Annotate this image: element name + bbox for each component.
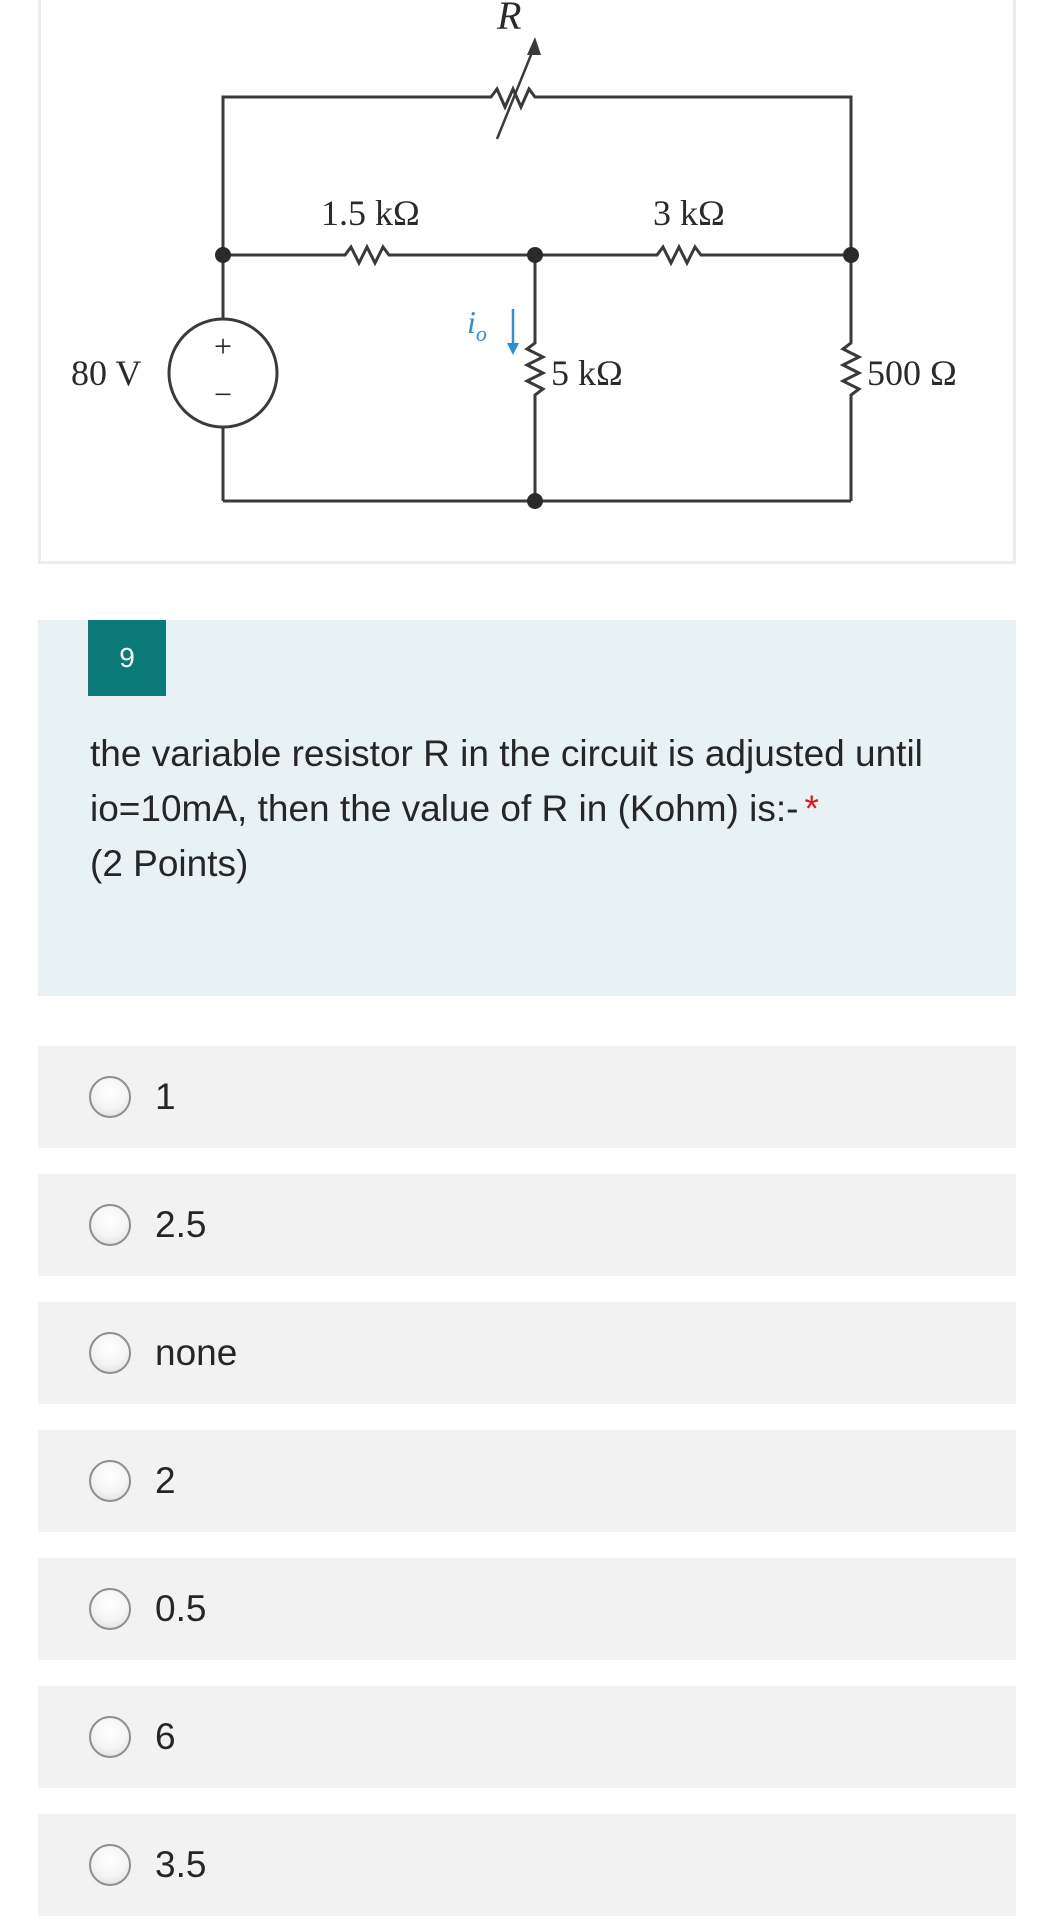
radio-button[interactable] bbox=[89, 1588, 131, 1630]
question-text-block bbox=[90, 726, 950, 891]
option-label: 3.5 bbox=[155, 1844, 207, 1885]
label-io: $i_o$ bbox=[467, 304, 487, 346]
radio-button[interactable] bbox=[89, 1332, 131, 1374]
variable-resistor-arrow bbox=[497, 37, 541, 139]
label-r: R bbox=[497, 0, 522, 38]
circuit-nodes bbox=[215, 247, 859, 509]
circuit-figure bbox=[38, 0, 1016, 564]
option-label: 1 bbox=[155, 1076, 176, 1117]
option-label: none bbox=[155, 1332, 238, 1373]
radio-button[interactable] bbox=[89, 1460, 131, 1502]
option-4[interactable] bbox=[38, 1430, 1016, 1532]
source-plus: + bbox=[213, 328, 233, 364]
label-5k: 5 kΩ bbox=[551, 353, 623, 393]
option-5[interactable] bbox=[38, 1558, 1016, 1660]
source-minus: − bbox=[213, 376, 233, 412]
question-number-badge: 9 bbox=[88, 620, 166, 696]
radio-button[interactable] bbox=[89, 1204, 131, 1246]
option-label: 6 bbox=[155, 1716, 176, 1757]
5k-branch bbox=[527, 255, 543, 501]
label-500: 500 Ω bbox=[867, 353, 957, 393]
question-text: the variable resistor R in the circuit is adjusted until io=10mA, then the value of R in (Kohm) is:- bbox=[90, 733, 923, 829]
500-branch bbox=[843, 255, 859, 501]
current-arrow bbox=[507, 309, 519, 355]
top-wire bbox=[223, 89, 851, 255]
radio-button[interactable] bbox=[89, 1076, 131, 1118]
option-6[interactable] bbox=[38, 1686, 1016, 1788]
option-label: 2.5 bbox=[155, 1204, 207, 1245]
question-card bbox=[38, 620, 1016, 996]
label-80v: 80 V bbox=[71, 353, 142, 393]
option-7[interactable] bbox=[38, 1814, 1016, 1916]
option-2[interactable] bbox=[38, 1174, 1016, 1276]
option-label: 0.5 bbox=[155, 1588, 207, 1629]
option-label: 2 bbox=[155, 1460, 176, 1501]
option-1[interactable] bbox=[38, 1046, 1016, 1148]
circuit-diagram bbox=[41, 0, 1019, 567]
required-marker: * bbox=[804, 788, 819, 829]
label-1-5k: 1.5 kΩ bbox=[321, 193, 420, 233]
radio-button[interactable] bbox=[89, 1844, 131, 1886]
question-points: (2 Points) bbox=[90, 843, 249, 884]
option-3[interactable] bbox=[38, 1302, 1016, 1404]
label-3k: 3 kΩ bbox=[653, 193, 725, 233]
radio-button[interactable] bbox=[89, 1716, 131, 1758]
